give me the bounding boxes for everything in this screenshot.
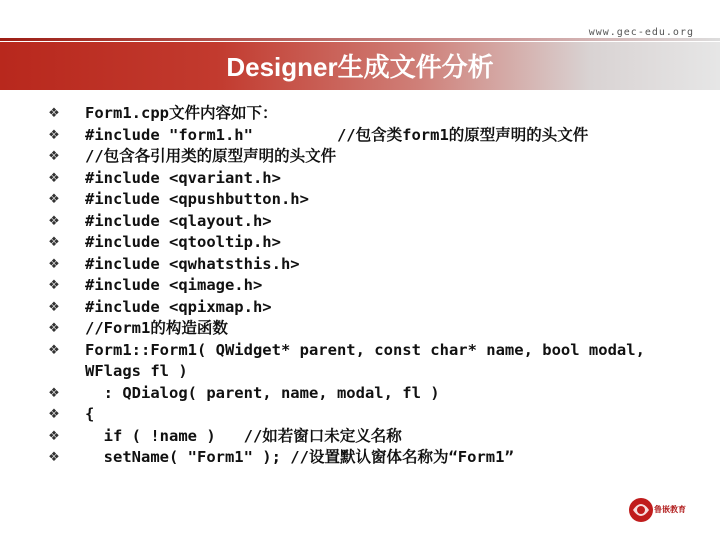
diamond-bullet-icon: ❖ bbox=[48, 149, 60, 164]
code-line: #include <qwhatsthis.h> bbox=[85, 254, 300, 273]
list-item bbox=[47, 404, 667, 426]
code-line: //Form1的构造函数 bbox=[85, 319, 228, 337]
code-line: Form1.cpp文件内容如下： bbox=[85, 104, 278, 122]
list-item bbox=[47, 340, 667, 383]
slide-title: Designer生成文件分析 bbox=[226, 52, 494, 82]
diamond-bullet-icon: ❖ bbox=[48, 106, 60, 121]
diamond-bullet-icon: ❖ bbox=[48, 299, 60, 315]
banner-top-line bbox=[0, 38, 720, 41]
code-line: #include <qimage.h> bbox=[85, 276, 263, 294]
list-item bbox=[47, 189, 667, 211]
list-item bbox=[47, 254, 667, 276]
code-list bbox=[47, 103, 667, 469]
diamond-bullet-icon: ❖ bbox=[48, 342, 60, 358]
diamond-bullet-icon: ❖ bbox=[48, 407, 60, 422]
diamond-bullet-icon: ❖ bbox=[48, 256, 60, 272]
diamond-bullet-icon: ❖ bbox=[48, 450, 60, 465]
list-item bbox=[47, 232, 667, 254]
code-line: #include <qlayout.h> bbox=[85, 211, 272, 230]
code-line: Form1::Form1( QWidget* parent, const char* name, bool modal, WFlags fl ) bbox=[85, 340, 655, 380]
code-line: setName( "Form1" ); //设置默认窗体名称为“Form1” bbox=[85, 448, 514, 466]
logo-mark-icon bbox=[629, 498, 653, 522]
code-line: { bbox=[85, 405, 95, 423]
list-item bbox=[47, 168, 667, 190]
list-item bbox=[47, 426, 667, 448]
list-item bbox=[47, 318, 667, 340]
list-item bbox=[47, 383, 667, 405]
code-line: #include <qpushbutton.h> bbox=[85, 190, 309, 208]
list-item bbox=[47, 103, 667, 125]
list-item bbox=[47, 211, 667, 233]
code-line: #include <qpixmap.h> bbox=[85, 297, 272, 316]
diamond-bullet-icon: ❖ bbox=[48, 321, 60, 336]
list-item bbox=[47, 297, 667, 319]
diamond-bullet-icon: ❖ bbox=[48, 127, 60, 143]
diamond-bullet-icon: ❖ bbox=[48, 235, 60, 250]
list-item bbox=[47, 447, 667, 469]
list-item bbox=[47, 275, 667, 297]
code-line: if ( !name ) //如若窗口未定义名称 bbox=[85, 426, 402, 445]
logo-text: 鲁嵌教育 bbox=[654, 505, 686, 514]
website-url: www.gec-edu.org bbox=[588, 27, 694, 38]
code-line: #include <qvariant.h> bbox=[85, 168, 281, 187]
code-line: //包含各引用类的原型声明的头文件 bbox=[85, 147, 337, 165]
list-item bbox=[47, 146, 667, 168]
diamond-bullet-icon: ❖ bbox=[48, 278, 60, 293]
code-line: #include "form1.h" //包含类form1的原型声明的头文件 bbox=[85, 125, 589, 144]
code-line: #include <qtooltip.h> bbox=[85, 233, 281, 251]
code-line: : QDialog( parent, name, modal, fl ) bbox=[85, 383, 440, 402]
list-item bbox=[47, 125, 667, 147]
diamond-bullet-icon: ❖ bbox=[48, 385, 60, 401]
diamond-bullet-icon: ❖ bbox=[48, 213, 60, 229]
diamond-bullet-icon: ❖ bbox=[48, 428, 60, 444]
diamond-bullet-icon: ❖ bbox=[48, 170, 60, 186]
diamond-bullet-icon: ❖ bbox=[48, 192, 60, 207]
